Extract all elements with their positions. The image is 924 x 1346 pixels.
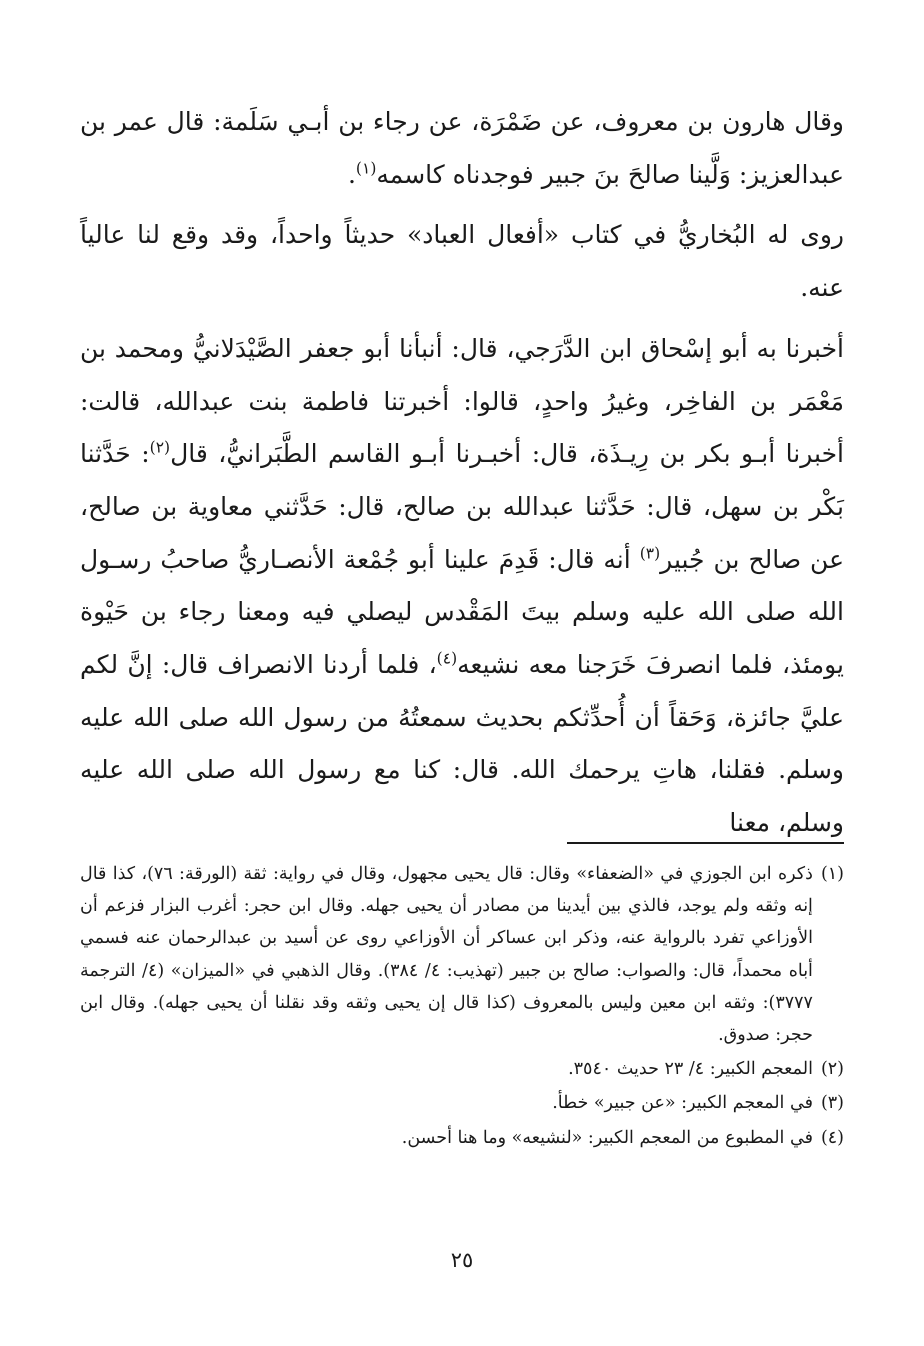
paragraph-3-part-a: أخبرنا به أبو إسْحاق ابن الدَّرَجي، قال: أنبأنا أبو جعفر الصَّيْدَلانيُّ ومحمد بن مَعْمَر بن الفاخِر، وغيرُ واحدٍ، قالوا: أخبرتنا فاطمة بنت عبدالله، قالت: أخبرنا أبـو بكر بن رِيـذَة، قال: أخبـرنا أبـو القاسم الطَّبَرانيُّ، قال bbox=[80, 333, 844, 469]
footnote-ref-3[interactable]: (٣) bbox=[639, 544, 661, 563]
paragraph-3-part-b: : حَدَّثنا بَكْر بن سهل، قال: حَدَّثنا عبدالله بن صالح، قال: حَدَّثني معاوية بن صالح، عن صالح بن جُبير bbox=[80, 439, 844, 574]
page-number: ٢٥ bbox=[450, 1248, 474, 1272]
footnote-3 bbox=[80, 1087, 844, 1119]
footnote-2 bbox=[80, 1053, 844, 1085]
footnote-number: (٢) bbox=[820, 1059, 844, 1080]
paragraph-3-part-d: ، فلما أردنا الانصراف قال: إنَّ لكم عليَّ جائزة، وَحَقاً أن أُحدِّثكم بحديث سمعتُهُ من رسول الله صلى الله عليه وسلم. فقلنا، هاتِ يرحمك الله. قال: كنا مع رسول الله صلى الله عليه وسلم، معنا bbox=[80, 650, 844, 838]
paragraph-1-text: وقال هارون بن معروف، عن ضَمْرَة، عن رجاء بن أبـي سَلَمة: قال عمر بن عبدالعزيز: وَلَّينا صالحَ بنَ جبير فوجدناه كاسمه bbox=[80, 107, 844, 189]
footnote-ref-1[interactable]: (١) bbox=[355, 159, 377, 178]
footnote-text: ذكره ابن الجوزي في «الضعفاء» وقال: قال يحيى مجهول، وقال في رواية: ثقة (الورقة: ٧٦)، كذا قال إنه وثقه ولم يوجد، فالذي بين أيدينا من مصادر أن يحيى جهله. وقال ابن حجر: أغرب البزار فزعم أن الأوزاعي تفرد بالرواية عنه، وذكر ابن عساكر أن الأوزاعي روى عن أسيد بن عبدالرحمان عنه فسمي أباه محمداً، قال: والصواب: صالح بن جبير (تهذيب: ٤/ ٣٨٤). وقال الذهبي في «الميزان» (٤/ الترجمة ٣٧٧٧): وثقه ابن معين وليس بالمعروف (كذا قال إن يحيى وثقه وقد نقلنا أن يحيى جهله). وقال ابن حجر: صدوق. bbox=[80, 864, 813, 1046]
paragraph-1 bbox=[80, 96, 844, 201]
paragraph-3 bbox=[80, 323, 844, 850]
main-text bbox=[80, 96, 844, 850]
paragraph-3-part-c: أنه قال: قَدِمَ علينا أبو جُمْعة الأنصـاريُّ صاحبُ رسـول الله صلى الله عليه وسلم بيتَ المَقْدس ليصلي فيه ومعنا رجاء بن حَيْوة يومئذ، فلما انصرفَ خَرَجنا معه نشيعه bbox=[80, 544, 844, 680]
footnote-number: (٤) bbox=[820, 1127, 844, 1148]
footnote-number: (١) bbox=[820, 864, 844, 884]
paragraph-2: روى له البُخاريُّ في كتاب «أفعال العباد» حديثاً واحداً، وقد وقع لنا عالياً عنه. bbox=[80, 220, 844, 303]
footnote-ref-4[interactable]: (٤) bbox=[436, 649, 458, 668]
footnote-number: (٣) bbox=[820, 1093, 844, 1114]
footnote-text: المعجم الكبير: ٤/ ٢٣ حديث ٣٥٤٠. bbox=[568, 1059, 813, 1080]
footnote-4 bbox=[80, 1122, 844, 1154]
footnote-1 bbox=[80, 858, 844, 1051]
footnotes bbox=[80, 858, 844, 1156]
footnote-text: في المعجم الكبير: «عن جبير» خطأ. bbox=[552, 1093, 813, 1114]
paragraph-1-end: . bbox=[347, 159, 356, 189]
footnote-separator bbox=[567, 842, 844, 844]
footnote-text: في المطبوع من المعجم الكبير: «لنشيعه» وما هنا أحسن. bbox=[401, 1127, 813, 1148]
footnote-ref-2[interactable]: (٢) bbox=[149, 438, 171, 457]
